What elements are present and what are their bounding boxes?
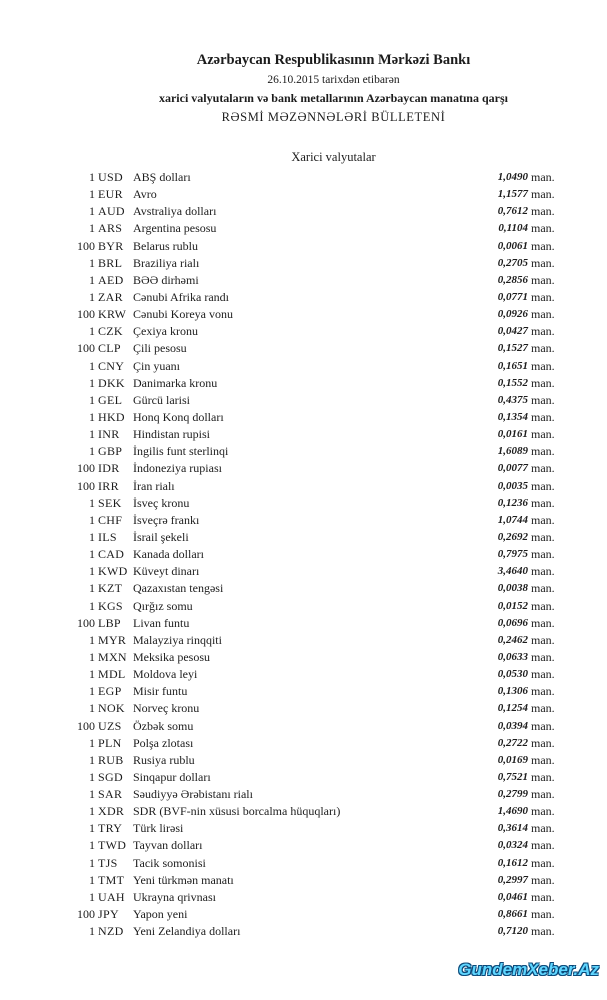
rate-row bbox=[0, 409, 607, 426]
currency-unit: man. bbox=[531, 889, 555, 904]
currency-name: Danimarka kronu bbox=[133, 375, 218, 390]
currency-code: ILS bbox=[98, 529, 117, 544]
unit-amount: 1 bbox=[89, 787, 95, 802]
unit-amount: 100 bbox=[77, 461, 95, 476]
currency-unit: man. bbox=[531, 598, 555, 613]
currency-code: SGD bbox=[98, 769, 123, 784]
rate-row bbox=[0, 460, 607, 477]
currency-name: Küveyt dinarı bbox=[133, 564, 200, 579]
currency-unit: man. bbox=[531, 615, 555, 630]
unit-amount: 1 bbox=[89, 392, 95, 407]
currency-code: ZAR bbox=[98, 289, 123, 304]
currency-code: GEL bbox=[98, 392, 123, 407]
rate-row bbox=[0, 289, 607, 306]
currency-unit: man. bbox=[531, 204, 555, 219]
exchange-rate: 0,0427 bbox=[497, 325, 528, 338]
currency-unit: man. bbox=[531, 461, 555, 476]
unit-amount: 1 bbox=[89, 889, 95, 904]
currency-unit: man. bbox=[531, 170, 555, 184]
currency-code: EUR bbox=[98, 187, 123, 202]
rate-row bbox=[0, 392, 607, 409]
bulletin-subtitle: xarici valyutaların və bank metallarının Azərbaycan manatına qarşı bbox=[158, 91, 508, 105]
currency-unit: man. bbox=[531, 427, 555, 442]
bank-title: Azərbaycan Respublikasının Mərkəzi Bankı bbox=[196, 52, 471, 68]
exchange-rate: 0,0696 bbox=[497, 616, 528, 629]
currency-code: AED bbox=[98, 272, 124, 287]
unit-amount: 1 bbox=[89, 632, 95, 647]
currency-code: RUB bbox=[98, 752, 124, 767]
exchange-rate: 0,0771 bbox=[497, 290, 528, 303]
currency-unit: man. bbox=[531, 307, 555, 322]
rate-row bbox=[0, 238, 607, 255]
currency-name: Yeni türkmən manatı bbox=[133, 872, 234, 887]
unit-amount: 1 bbox=[89, 821, 95, 836]
currency-unit: man. bbox=[531, 255, 555, 270]
currency-name: Tacik somonisi bbox=[133, 855, 206, 870]
exchange-rate: 0,7975 bbox=[497, 548, 528, 561]
exchange-rate: 0,0161 bbox=[497, 428, 528, 441]
unit-amount: 100 bbox=[77, 341, 95, 356]
currency-unit: man. bbox=[531, 752, 555, 767]
rate-row bbox=[0, 632, 607, 649]
currency-unit: man. bbox=[531, 495, 555, 510]
currency-name: Sinqapur dolları bbox=[133, 769, 211, 784]
rate-row bbox=[0, 752, 607, 769]
exchange-rate: 0,0038 bbox=[497, 582, 528, 595]
exchange-rate: 0,2997 bbox=[497, 873, 528, 886]
unit-amount: 1 bbox=[89, 324, 95, 339]
currency-code: IRR bbox=[98, 478, 119, 493]
rate-row bbox=[0, 169, 607, 186]
bulletin-title: RƏSMİ MƏZƏNNƏLƏRİ BÜLLETENİ bbox=[221, 110, 446, 124]
currency-code: HKD bbox=[98, 409, 125, 424]
currency-name: Çexiya kronu bbox=[133, 324, 198, 339]
exchange-rate: 0,0152 bbox=[497, 599, 528, 612]
rate-row bbox=[0, 323, 607, 340]
currency-unit: man. bbox=[531, 512, 555, 527]
exchange-rate: 0,0530 bbox=[497, 668, 528, 681]
exchange-rate: 0,1104 bbox=[498, 222, 528, 235]
currency-unit: man. bbox=[531, 272, 555, 287]
exchange-rate: 0,7120 bbox=[497, 925, 528, 938]
exchange-rate: 0,0394 bbox=[497, 719, 528, 732]
exchange-rate: 0,1612 bbox=[497, 856, 528, 869]
currency-code: KRW bbox=[98, 307, 127, 322]
unit-amount: 1 bbox=[89, 924, 95, 939]
unit-amount: 1 bbox=[89, 375, 95, 390]
currency-code: NOK bbox=[98, 701, 125, 716]
currency-name: İsrail şekeli bbox=[133, 529, 189, 544]
currency-name: Moldova leyi bbox=[133, 667, 198, 682]
unit-amount: 1 bbox=[89, 512, 95, 527]
currency-name: Türk lirəsi bbox=[133, 821, 184, 836]
unit-amount: 100 bbox=[77, 615, 95, 630]
exchange-rate: 0,7612 bbox=[497, 205, 528, 218]
currency-name: Qırğız somu bbox=[133, 598, 193, 613]
unit-amount: 1 bbox=[89, 495, 95, 510]
unit-amount: 1 bbox=[89, 581, 95, 596]
currency-code: CHF bbox=[98, 512, 123, 527]
rate-row bbox=[0, 580, 607, 597]
unit-amount: 1 bbox=[89, 204, 95, 219]
currency-name: Belarus rublu bbox=[133, 238, 198, 253]
unit-amount: 1 bbox=[89, 547, 95, 562]
currency-unit: man. bbox=[531, 821, 555, 836]
currency-unit: man. bbox=[531, 684, 555, 699]
rate-row bbox=[0, 529, 607, 546]
unit-amount: 100 bbox=[77, 307, 95, 322]
currency-name: Ukrayna qrivnası bbox=[133, 889, 216, 904]
currency-unit: man. bbox=[531, 375, 555, 390]
currency-code: INR bbox=[98, 427, 120, 442]
exchange-rate: 1,0744 bbox=[497, 513, 528, 526]
currency-unit: man. bbox=[531, 769, 555, 784]
rate-row bbox=[0, 358, 607, 375]
currency-code: TMT bbox=[98, 872, 125, 887]
site-watermark: GundemXeber.Az bbox=[458, 960, 599, 979]
currency-unit: man. bbox=[531, 649, 555, 664]
rate-row bbox=[0, 495, 607, 512]
rate-row bbox=[0, 426, 607, 443]
unit-amount: 100 bbox=[77, 478, 95, 493]
currency-name: Səudiyyə Ərəbistanı rialı bbox=[133, 787, 253, 802]
exchange-rate: 0,1254 bbox=[497, 702, 528, 715]
rate-row bbox=[0, 340, 607, 357]
currency-name: Cənubi Koreya vonu bbox=[133, 307, 233, 322]
exchange-rate: 1,0490 bbox=[497, 171, 528, 183]
exchange-rate: 1,1577 bbox=[497, 188, 528, 201]
currency-code: EGP bbox=[98, 684, 122, 699]
effective-date: 26.10.2015 tarixdən etibarən bbox=[267, 74, 400, 86]
currency-name: Kanada dolları bbox=[133, 547, 204, 562]
exchange-rate: 0,1306 bbox=[497, 685, 528, 698]
currency-name: Honq Konq dolları bbox=[133, 409, 224, 424]
rate-row bbox=[0, 718, 607, 735]
unit-amount: 1 bbox=[89, 598, 95, 613]
unit-amount: 1 bbox=[89, 735, 95, 750]
currency-name: BƏƏ dirhəmi bbox=[133, 272, 199, 287]
unit-amount: 1 bbox=[89, 752, 95, 767]
unit-amount: 1 bbox=[89, 427, 95, 442]
currency-name: İngilis funt sterlinqi bbox=[133, 444, 229, 459]
currency-unit: man. bbox=[531, 718, 555, 733]
currency-unit: man. bbox=[531, 529, 555, 544]
rate-row bbox=[0, 666, 607, 683]
rate-row bbox=[0, 375, 607, 392]
exchange-rate: 0,0633 bbox=[497, 650, 528, 663]
currency-unit: man. bbox=[531, 409, 555, 424]
currency-name: Çin yuanı bbox=[133, 358, 180, 373]
unit-amount: 1 bbox=[89, 649, 95, 664]
unit-amount: 100 bbox=[77, 718, 95, 733]
currency-code: UAH bbox=[98, 889, 125, 904]
exchange-rate: 0,2856 bbox=[497, 273, 528, 286]
currency-code: TWD bbox=[98, 838, 127, 853]
currency-name: İndoneziya rupiası bbox=[133, 461, 222, 476]
rate-row bbox=[0, 306, 607, 323]
currency-name: Gürcü larisi bbox=[133, 392, 190, 407]
rate-row bbox=[0, 683, 607, 700]
unit-amount: 1 bbox=[89, 667, 95, 682]
rate-row bbox=[0, 478, 607, 495]
currency-unit: man. bbox=[531, 564, 555, 579]
rate-row bbox=[0, 735, 607, 752]
currency-code: KZT bbox=[98, 581, 123, 596]
currency-name: Braziliya rialı bbox=[133, 255, 200, 270]
unit-amount: 1 bbox=[89, 838, 95, 853]
exchange-rate: 1,4690 bbox=[497, 805, 528, 818]
rate-row bbox=[0, 255, 607, 272]
currency-code: CAD bbox=[98, 547, 125, 562]
currency-unit: man. bbox=[531, 855, 555, 870]
exchange-rate: 0,0324 bbox=[497, 839, 528, 852]
currency-code: BYR bbox=[98, 238, 124, 253]
rate-row bbox=[0, 700, 607, 717]
currency-name: Malayziya rinqqiti bbox=[133, 632, 222, 647]
rate-row bbox=[0, 443, 607, 460]
currency-unit: man. bbox=[531, 872, 555, 887]
currency-name: Özbək somu bbox=[133, 718, 194, 733]
rates-table bbox=[0, 169, 607, 940]
exchange-rate: 0,0035 bbox=[497, 479, 528, 492]
rate-row bbox=[0, 769, 607, 786]
currency-unit: man. bbox=[531, 735, 555, 750]
unit-amount: 1 bbox=[89, 170, 95, 184]
unit-amount: 1 bbox=[89, 187, 95, 202]
currency-unit: man. bbox=[531, 187, 555, 202]
exchange-rate: 0,1354 bbox=[497, 410, 528, 423]
rate-row bbox=[0, 615, 607, 632]
unit-amount: 1 bbox=[89, 855, 95, 870]
unit-amount: 1 bbox=[89, 872, 95, 887]
currency-name: Yeni Zelandiya dolları bbox=[133, 924, 241, 939]
currency-name: Livan funtu bbox=[133, 615, 190, 630]
currency-unit: man. bbox=[531, 444, 555, 459]
exchange-rate: 0,2722 bbox=[497, 736, 528, 749]
currency-name: İsveçrə frankı bbox=[133, 512, 200, 527]
rate-row bbox=[0, 203, 607, 220]
exchange-rate: 0,1651 bbox=[497, 359, 528, 372]
currency-code: CNY bbox=[98, 358, 125, 373]
currency-unit: man. bbox=[531, 804, 555, 819]
exchange-rate: 0,0061 bbox=[497, 239, 528, 252]
currency-code: NZD bbox=[98, 924, 124, 939]
currency-unit: man. bbox=[531, 221, 555, 236]
currency-name: Meksika pesosu bbox=[133, 649, 210, 664]
currency-code: USD bbox=[98, 170, 123, 184]
currency-unit: man. bbox=[531, 907, 555, 922]
currency-unit: man. bbox=[531, 632, 555, 647]
exchange-rate: 0,7521 bbox=[497, 770, 528, 783]
currency-name: Çili pesosu bbox=[133, 341, 187, 356]
rate-row bbox=[0, 546, 607, 563]
rate-row bbox=[0, 512, 607, 529]
currency-name: Qazaxıstan tengəsi bbox=[133, 581, 224, 596]
unit-amount: 1 bbox=[89, 255, 95, 270]
currency-unit: man. bbox=[531, 392, 555, 407]
currency-code: KGS bbox=[98, 598, 123, 613]
currency-code: ARS bbox=[98, 221, 123, 236]
rate-row bbox=[0, 923, 607, 940]
currency-name: ABŞ dolları bbox=[133, 170, 191, 184]
exchange-rate: 0,2692 bbox=[497, 530, 528, 543]
currency-name: Yapon yeni bbox=[133, 907, 188, 922]
exchange-rate: 0,8661 bbox=[497, 908, 528, 921]
exchange-rate: 0,0169 bbox=[497, 753, 528, 766]
unit-amount: 1 bbox=[89, 564, 95, 579]
currency-name: Rusiya rublu bbox=[133, 752, 195, 767]
rate-row bbox=[0, 837, 607, 854]
unit-amount: 1 bbox=[89, 769, 95, 784]
unit-amount: 1 bbox=[89, 684, 95, 699]
rate-row bbox=[0, 186, 607, 203]
currency-name: Avstraliya dolları bbox=[133, 204, 217, 219]
currency-code: CLP bbox=[98, 341, 121, 356]
rate-row bbox=[0, 649, 607, 666]
exchange-rate: 0,1527 bbox=[497, 342, 528, 355]
exchange-rate: 0,4375 bbox=[497, 393, 528, 406]
unit-amount: 1 bbox=[89, 529, 95, 544]
currency-unit: man. bbox=[531, 701, 555, 716]
currency-unit: man. bbox=[531, 667, 555, 682]
currency-name: Polşa zlotası bbox=[133, 735, 194, 750]
exchange-rate: 0,0077 bbox=[497, 462, 528, 475]
rate-row bbox=[0, 872, 607, 889]
currency-name: İsveç kronu bbox=[133, 495, 190, 510]
currency-code: MXN bbox=[98, 649, 127, 664]
currency-code: MYR bbox=[98, 632, 127, 647]
unit-amount: 1 bbox=[89, 409, 95, 424]
exchange-rate: 3,4640 bbox=[497, 565, 528, 578]
exchange-rate: 0,2705 bbox=[497, 256, 528, 269]
rate-row bbox=[0, 272, 607, 289]
currency-code: LBP bbox=[98, 615, 121, 630]
unit-amount: 1 bbox=[89, 272, 95, 287]
exchange-rate: 1,6089 bbox=[497, 445, 528, 458]
unit-amount: 1 bbox=[89, 444, 95, 459]
currency-code: PLN bbox=[98, 735, 122, 750]
rate-row bbox=[0, 803, 607, 820]
rate-row bbox=[0, 563, 607, 580]
unit-amount: 1 bbox=[89, 701, 95, 716]
currency-name: İran rialı bbox=[133, 478, 175, 493]
rate-row bbox=[0, 786, 607, 803]
currency-unit: man. bbox=[531, 547, 555, 562]
currency-code: TRY bbox=[98, 821, 123, 836]
currency-unit: man. bbox=[531, 478, 555, 493]
rate-row bbox=[0, 855, 607, 872]
exchange-rate: 0,3614 bbox=[497, 822, 528, 835]
currency-code: GBP bbox=[98, 444, 123, 459]
currency-code: DKK bbox=[98, 375, 125, 390]
currency-code: BRL bbox=[98, 255, 123, 270]
currency-unit: man. bbox=[531, 581, 555, 596]
rate-row bbox=[0, 820, 607, 837]
currency-code: AUD bbox=[98, 204, 125, 219]
exchange-rate: 0,1552 bbox=[497, 376, 528, 389]
currency-name: Norveç kronu bbox=[133, 701, 200, 716]
unit-amount: 1 bbox=[89, 289, 95, 304]
currency-unit: man. bbox=[531, 787, 555, 802]
unit-amount: 100 bbox=[77, 907, 95, 922]
currency-unit: man. bbox=[531, 924, 555, 939]
exchange-rate: 0,1236 bbox=[497, 496, 528, 509]
currency-code: MDL bbox=[98, 667, 126, 682]
exchange-rate: 0,0926 bbox=[497, 308, 528, 321]
currency-code: JPY bbox=[98, 907, 119, 922]
currency-name: Tayvan dolları bbox=[133, 838, 203, 853]
currency-code: CZK bbox=[98, 324, 123, 339]
currency-code: IDR bbox=[98, 461, 120, 476]
currency-unit: man. bbox=[531, 838, 555, 853]
unit-amount: 100 bbox=[77, 238, 95, 253]
currency-unit: man. bbox=[531, 341, 555, 356]
currency-code: TJS bbox=[98, 855, 118, 870]
rate-row bbox=[0, 220, 607, 237]
section-title: Xarici valyutalar bbox=[291, 150, 376, 164]
currency-name: Argentina pesosu bbox=[133, 221, 217, 236]
currency-name: Misir funtu bbox=[133, 684, 188, 699]
exchange-rate: 0,0461 bbox=[497, 890, 528, 903]
unit-amount: 1 bbox=[89, 358, 95, 373]
currency-name: SDR (BVF-nin xüsusi borcalma hüquqları) bbox=[133, 804, 341, 819]
rate-row bbox=[0, 906, 607, 923]
exchange-rate: 0,2799 bbox=[497, 788, 528, 801]
currency-name: Hindistan rupisi bbox=[133, 427, 210, 442]
currency-code: UZS bbox=[98, 718, 122, 733]
rate-row bbox=[0, 598, 607, 615]
currency-code: XDR bbox=[98, 804, 125, 819]
unit-amount: 1 bbox=[89, 221, 95, 236]
currency-unit: man. bbox=[531, 238, 555, 253]
currency-name: Avro bbox=[133, 187, 157, 202]
currency-code: SAR bbox=[98, 787, 123, 802]
currency-code: SEK bbox=[98, 495, 122, 510]
currency-code: KWD bbox=[98, 564, 128, 579]
currency-unit: man. bbox=[531, 358, 555, 373]
currency-unit: man. bbox=[531, 289, 555, 304]
exchange-rate: 0,2462 bbox=[497, 633, 528, 646]
unit-amount: 1 bbox=[89, 804, 95, 819]
rate-row bbox=[0, 889, 607, 906]
currency-unit: man. bbox=[531, 324, 555, 339]
currency-name: Cənubi Afrika randı bbox=[133, 289, 229, 304]
